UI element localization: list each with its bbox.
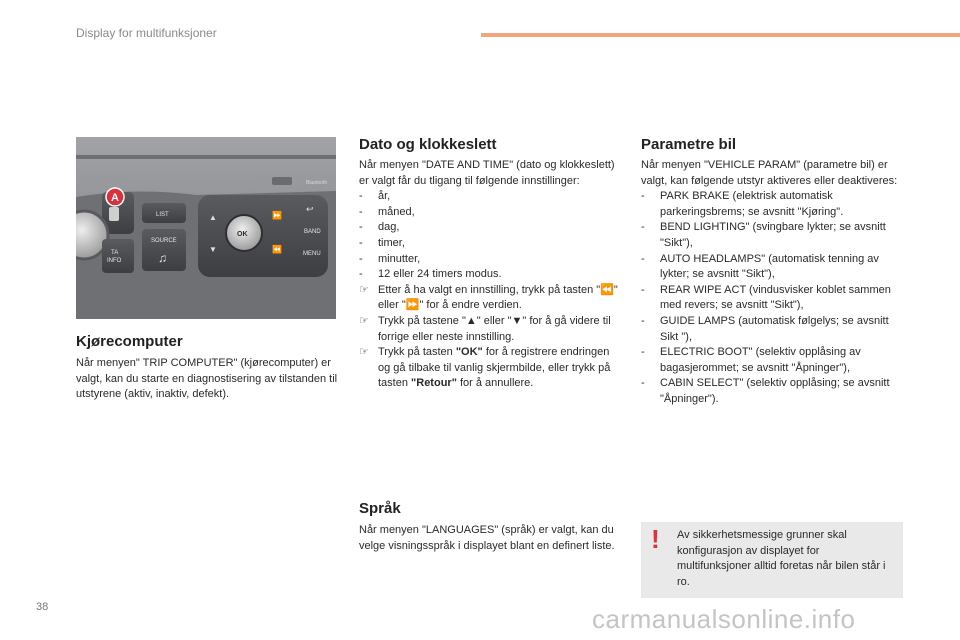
list-item: - 12 eller 24 timers modus. — [359, 268, 502, 281]
pointing-hand-icon: ☞ — [359, 346, 369, 359]
svg-text:SOURCE: SOURCE — [151, 238, 177, 244]
list-item: - PARK BRAKE (elektrisk automatisk parkeringsbrems; se avsnitt "Kjøring". — [641, 190, 844, 218]
usb-slot-icon — [272, 177, 292, 185]
list-item: - dag, — [359, 221, 400, 234]
music-note-icon: ♫ — [158, 251, 167, 265]
pointing-hand-icon: ☞ — [359, 314, 369, 327]
warning-icon: ! — [651, 524, 660, 554]
list-item: - BEND LIGHTING" (svingbare lykter; se avsnitt "Sikt"), — [641, 221, 886, 249]
sprak-heading: Språk — [359, 500, 401, 517]
step-item: ☞ Etter å ha valgt en innstilling, trykk på tasten "⏪" eller "⏩" for å endre verdien. — [359, 283, 621, 314]
down-arrow-icon: ▼ — [209, 245, 217, 254]
dato-body — [359, 158, 621, 392]
safety-notice — [641, 522, 903, 598]
pointing-hand-icon: ☞ — [359, 283, 369, 296]
kjorecomputer-heading: Kjørecomputer — [76, 333, 183, 350]
page-number: 38 — [36, 601, 49, 613]
header-title: Display for multifunksjoner — [76, 26, 217, 40]
phone-icon — [109, 207, 119, 221]
back-arrow-icon: ↩ — [306, 204, 314, 214]
rewind-icon: ⏪ — [600, 283, 614, 296]
svg-text:TA: TA — [111, 250, 119, 256]
svg-text:LIST: LIST — [156, 212, 169, 218]
svg-text:BAND: BAND — [304, 229, 321, 235]
dato-intro: Når menyen "DATE AND TIME" (dato og klokkeslett) er valgt får du tligang til følgende innstillinger: — [359, 159, 615, 187]
safety-notice-text: Av sikkerhetsmessige grunner skal konfigurasjon av displayet for multifunksjoner alltid foretas når bilen står i ro. — [677, 529, 886, 588]
svg-text:INFO: INFO — [107, 258, 122, 264]
dato-steps-list — [359, 283, 621, 392]
dato-heading: Dato og klokkeslett — [359, 136, 497, 153]
list-item: - GUIDE LAMPS (automatisk følgelys; se avsnitt Sikt "), — [641, 314, 889, 343]
sprak-body: Når menyen "LANGUAGES" (språk) er valgt, kan du velge visningsspråk i displayet blant en definert liste. — [359, 524, 615, 552]
header-accent-bar — [481, 33, 960, 37]
bluetooth-label: Bluetooth — [306, 180, 328, 186]
kjorecomputer-body: Når menyen" TRIP COMPUTER" (kjørecomputer) er valgt, kan du starte en diagnostisering av tilstanden til utstyrene (aktiv, inaktiv, defekt). — [76, 357, 338, 401]
list-item: - måned, — [359, 205, 415, 218]
down-arrow-icon: ▼ — [511, 314, 523, 327]
svg-text:MENU: MENU — [303, 251, 321, 257]
dato-settings-list — [359, 189, 621, 283]
forward-icon: ⏩ — [272, 211, 282, 220]
control-panel-photo — [76, 137, 336, 319]
list-item: - ELECTRIC BOOT" (selektiv opplåsing av bagasjerommet; se avsnitt "Åpninger"), — [641, 346, 861, 374]
parametre-body — [641, 158, 903, 408]
watermark: carmanualsonline.info — [592, 604, 856, 634]
list-item: - AUTO HEADLAMPS" (automatisk tenning av lykter; se avsnitt "Sikt"), — [641, 252, 879, 281]
badge-a-label: A — [111, 192, 119, 204]
step-item: ☞ Trykk på tasten "OK" for å registrere endringen og gå tilbake til vanlig skjermbilde, eller trykk på tasten "Retour" for å annullere. — [359, 345, 621, 392]
ta-info-button-photo — [102, 239, 134, 273]
list-item: - år, — [359, 190, 391, 203]
step-item: ☞ Trykk på tastene "▲" eller "▼" for å gå videre til forrige eller neste innstilling. — [359, 314, 621, 345]
rewind-icon: ⏪ — [272, 245, 282, 254]
svg-text:OK: OK — [237, 231, 248, 238]
up-arrow-icon: ▲ — [209, 213, 217, 222]
parametre-list — [641, 189, 903, 407]
list-item: - minutter, — [359, 252, 421, 265]
forward-icon: ⏩ — [405, 299, 420, 312]
up-arrow-icon: ▲ — [465, 314, 477, 327]
list-item: - CABIN SELECT" (selektiv opplåsing; se avsnitt "Åpninger"). — [641, 377, 890, 405]
parametre-heading: Parametre bil — [641, 136, 737, 153]
parametre-intro: Når menyen "VEHICLE PARAM" (parametre bil) er valgt, kan følgende utstyr aktiveres eller deaktiveres: — [641, 159, 898, 187]
list-item: - timer, — [359, 236, 405, 249]
list-item: - REAR WIPE ACT (vindusvisker koblet sammen med revers; se avsnitt "Sikt"), — [641, 283, 891, 312]
